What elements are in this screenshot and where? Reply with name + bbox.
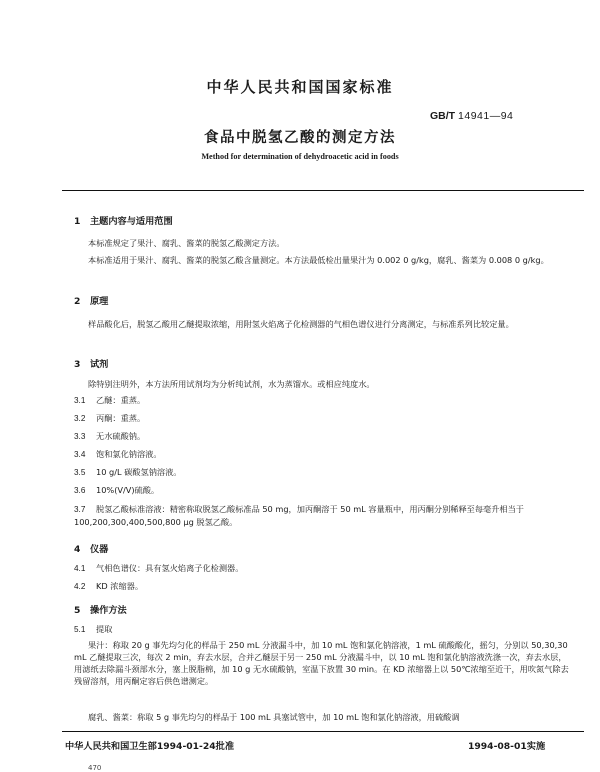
footer-divider <box>62 731 584 732</box>
instrument-item: 4.2 KD 浓缩器。 <box>74 581 144 591</box>
section-1-paragraph-1: 本标准规定了果汁、腐乳、酱菜的脱氢乙酸测定方法。 <box>88 238 285 248</box>
document-title: 食品中脱氢乙酸的测定方法 <box>204 130 396 146</box>
subsection-5-1-heading: 5.1 提取 <box>74 624 113 634</box>
document-title-english: Method for determination of dehydroacetic acid in foods <box>201 152 399 161</box>
page-number: 470 <box>88 764 102 772</box>
title-divider <box>62 190 584 191</box>
section-1-paragraph-2: 本标准适用于果汁、腐乳、酱菜的脱氢乙酸含量测定。本方法最低检出量果汁为 0.002 0 g/kg，腐乳、酱菜为 0.008 0 g/kg。 <box>88 255 549 265</box>
national-standard-heading: 中华人民共和国国家标准 <box>206 78 394 96</box>
reagent-item-standard-solution: 3.7 脱氢乙酸标准溶液：精密称取脱氢乙酸标准品 50 mg，加丙酮溶于 50 mL 容量瓶中，用丙酮分别稀释至每毫升相当于 100,200,300,400,500,800 μg 脱氢乙酸。 <box>74 504 524 527</box>
reagent-item: 3.4 饱和氯化钠溶液。 <box>74 449 162 459</box>
reagent-item: 3.6 10%(V/V)硫酸。 <box>74 485 160 495</box>
section-1-heading: 1 主题内容与适用范围 <box>74 216 173 227</box>
implementation-date: 1994-08-01实施 <box>468 741 546 752</box>
approval-line: 中华人民共和国卫生部1994-01-24批准 <box>65 741 235 752</box>
reagent-item: 3.1 乙醚：重蒸。 <box>74 395 146 405</box>
section-5-paragraph-1: 果汁：称取 20 g 事先均匀化的样品于 250 mL 分液漏斗中，加 10 mL 饱和氯化钠溶液，1 mL 硫酸酸化，摇匀，分别以 50,30,30 mL 乙醚提取三次，每次 2 min，弃去水层，合并乙醚层于另一 250 mL 分液漏斗中，以 10 mL 饱和氯化钠溶液洗涤一次，弃去水层，用滤纸去除漏斗颈部水分，塞上脱脂棉，加 10 g 无水硫酸钠，室温下放置 30 min。在 KD 浓缩器上以 50℃浓缩至近干，用吹氮气除去残留溶剂，用丙酮定容后供色谱测定。 <box>74 640 569 686</box>
instrument-item: 4.1 气相色谱仪：具有氢火焰离子化检测器。 <box>74 563 244 573</box>
reagent-item: 3.2 丙酮：重蒸。 <box>74 413 146 423</box>
section-5-heading: 5 操作方法 <box>74 605 127 616</box>
section-2-paragraph: 样品酸化后，脱氢乙酸用乙醚提取浓缩，用附氢火焰离子化检测器的气相色谱仪进行分离测定，与标准系列比较定量。 <box>88 319 514 329</box>
standard-code-prefix: GB/T <box>430 110 456 122</box>
section-4-heading: 4 仪器 <box>74 544 109 555</box>
standard-code-number: 14941—94 <box>458 110 514 122</box>
reagent-item: 3.3 无水硫酸钠。 <box>74 431 146 441</box>
standard-code <box>430 110 513 122</box>
reagent-item: 3.5 10 g/L 碳酸氢钠溶液。 <box>74 467 182 477</box>
section-3-intro: 除特别注明外，本方法所用试剂均为分析纯试剂，水为蒸馏水。或相应纯度水。 <box>88 379 375 389</box>
section-5-paragraph-2: 腐乳、酱菜：称取 5 g 事先均匀的样品于 100 mL 具塞试管中，加 10 mL 饱和氯化钠溶液，用硫酸调 <box>88 712 460 722</box>
section-3-heading: 3 试剂 <box>74 359 109 370</box>
section-2-heading: 2 原理 <box>74 296 109 307</box>
